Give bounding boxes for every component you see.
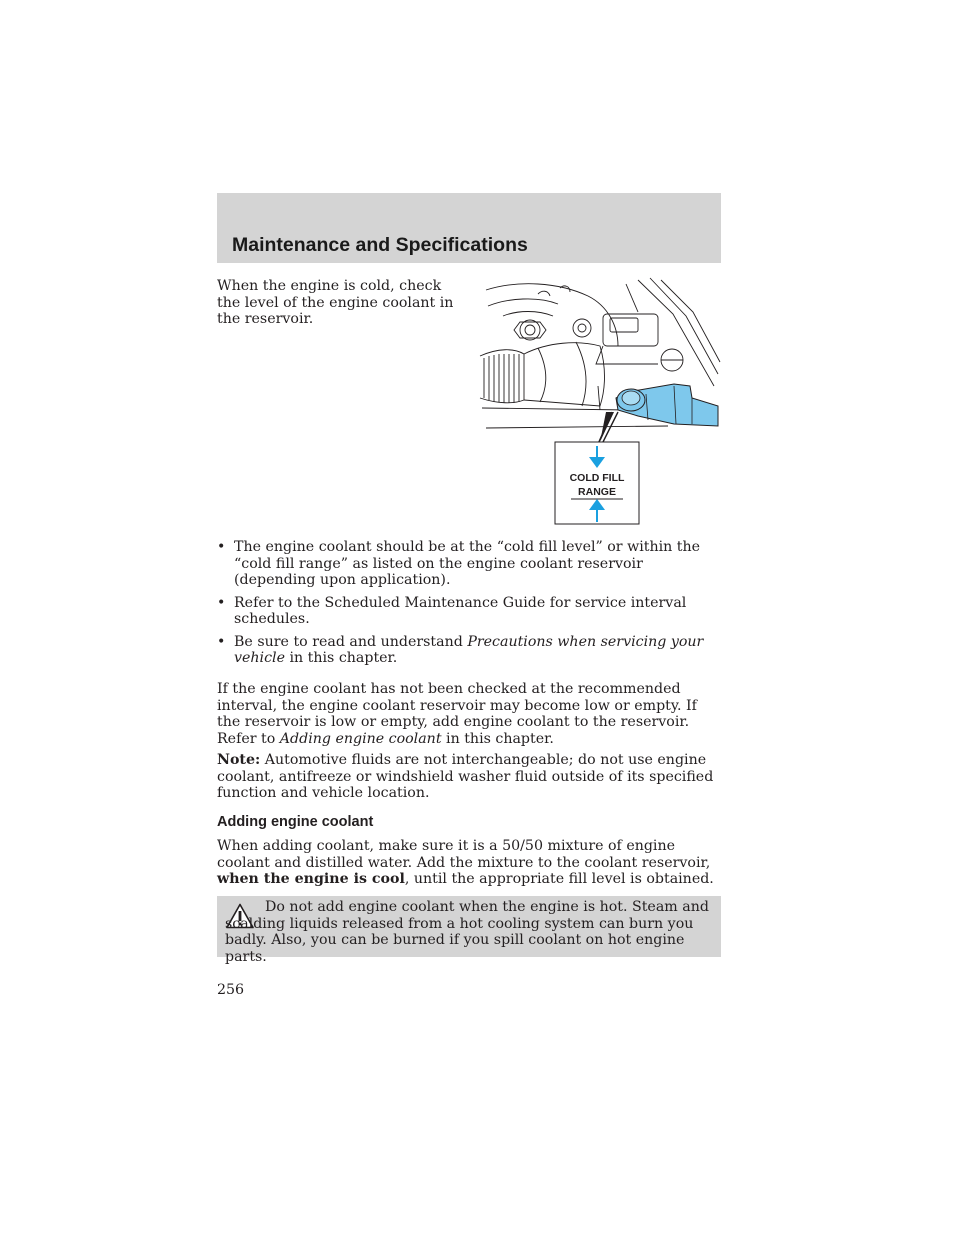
adding-coolant-paragraph [217, 838, 722, 888]
note-paragraph [217, 752, 722, 802]
subheading: Adding engine coolant [217, 814, 374, 830]
list-item [217, 539, 722, 589]
bullet-text: Be sure to read and understand [234, 633, 468, 650]
list-item [217, 634, 722, 667]
range-label: RANGE [578, 486, 616, 498]
bullet-list [217, 539, 722, 673]
cold-fill-label: COLD FILL [569, 472, 625, 484]
paragraph-text: If the engine coolant has not been checked at the recommended interval, the engine coolant reservoir may become low or empty. If the reservoir is low or empty, add engine coolant to the reservoir. Refer to [217, 681, 697, 747]
bullet-text: The engine coolant should be at the “cold fill level” or within the “cold fill range” as listed on the engine coolant reservoir (depending upon application). [234, 539, 701, 588]
coolant-check-paragraph [217, 681, 722, 747]
note-label: Note: [217, 752, 261, 768]
paragraph-text: in this chapter. [441, 730, 554, 747]
page-number: 256 [217, 982, 245, 998]
bullet-glyph: • [217, 594, 226, 611]
coolant-reservoir-illustration [478, 276, 722, 528]
cross-reference: Adding engine coolant [279, 730, 442, 747]
bullet-text: in this chapter. [284, 650, 398, 666]
paragraph-text: When adding coolant, make sure it is a 50/50 mixture of engine coolant and distilled water. Add the mixture to the coolant reservoir, [217, 838, 711, 871]
warning-text: Do not add engine coolant when the engine is hot. Steam and scalding liquids released from a hot cooling system can burn you badly. Also, you can be burned if you spill coolant on hot engine parts. [225, 899, 709, 965]
cross-reference: Precautions when servicing your vehicle [234, 633, 704, 666]
paragraph-text: , until the appropriate fill level is obtained. [404, 871, 714, 887]
bullet-glyph: • [217, 539, 226, 555]
note-text: Automotive fluids are not interchangeable; do not use engine coolant, antifreeze or windshield washer fluid outside of its specified function and vehicle location. [217, 752, 714, 801]
bullet-text: Refer to the Scheduled Maintenance Guide for service interval schedules. [234, 594, 687, 627]
intro-paragraph: When the engine is cold, check the level of the engine coolant in the reservoir. [217, 278, 454, 327]
emphasis: when the engine is cool [217, 871, 405, 887]
list-item [217, 595, 722, 628]
coolant-reservoir-icon [616, 384, 718, 426]
warning-box [217, 896, 721, 965]
bullet-glyph: • [217, 633, 226, 650]
section-title: Maintenance and Specifications [232, 234, 528, 256]
section-header [217, 193, 721, 263]
